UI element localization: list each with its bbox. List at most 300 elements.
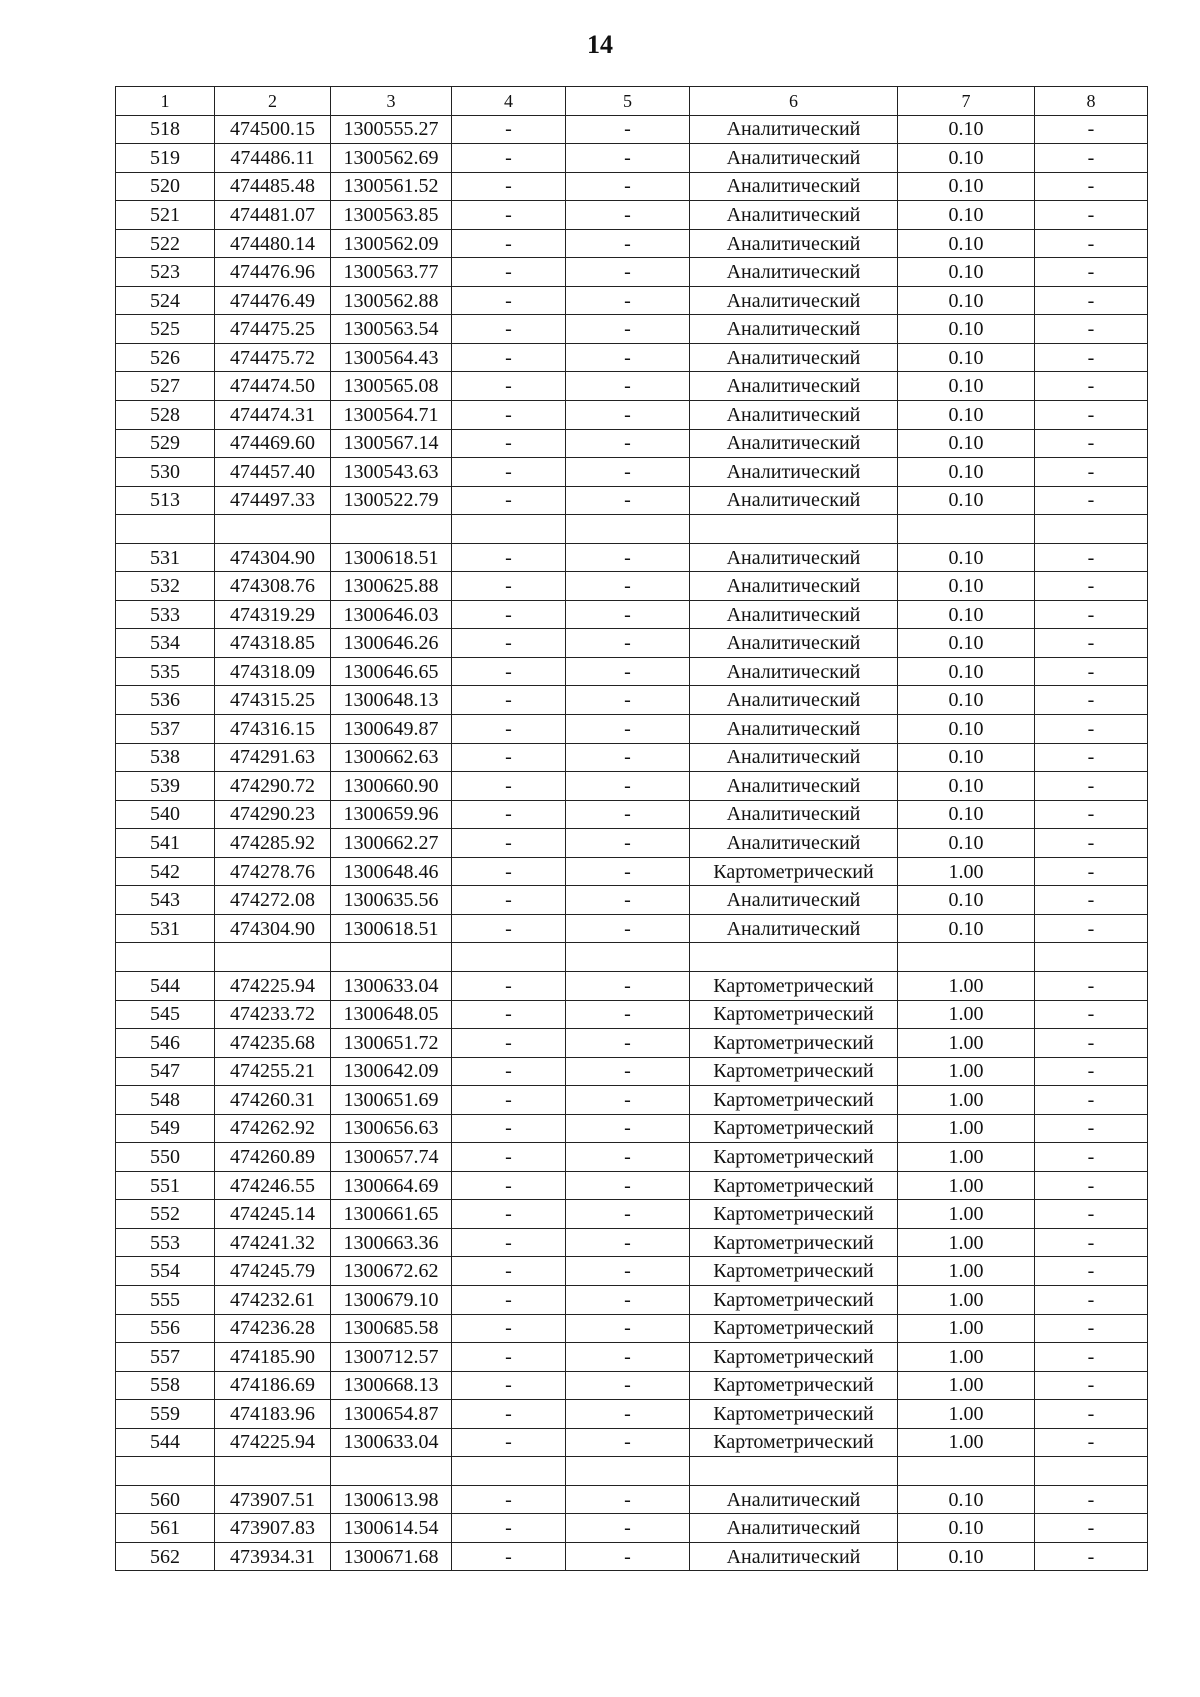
cell-x-coordinate: 474241.32 bbox=[215, 1228, 331, 1257]
cell-method: Аналитический bbox=[690, 286, 898, 315]
cell-point-number: 549 bbox=[116, 1114, 215, 1143]
table-row bbox=[116, 543, 1148, 572]
cell-x-coordinate: 474308.76 bbox=[215, 572, 331, 601]
cell-point-number: 533 bbox=[116, 600, 215, 629]
cell-point-number: 526 bbox=[116, 343, 215, 372]
cell-point-number: 542 bbox=[116, 857, 215, 886]
cell-method: Аналитический bbox=[690, 343, 898, 372]
cell-method: Картометрический bbox=[690, 1143, 898, 1172]
cell-point-number: 531 bbox=[116, 543, 215, 572]
cell-accuracy: 0.10 bbox=[898, 743, 1035, 772]
cell-method: Аналитический bbox=[690, 458, 898, 487]
cell-method: Аналитический bbox=[690, 600, 898, 629]
cell-col-4: - bbox=[452, 914, 566, 943]
cell-method: Аналитический bbox=[690, 914, 898, 943]
blank-row bbox=[116, 515, 1148, 544]
cell-col-8 bbox=[1035, 943, 1148, 972]
cell-col-4: - bbox=[452, 1086, 566, 1115]
cell-y-coordinate: 1300661.65 bbox=[331, 1200, 452, 1229]
cell-accuracy: 0.10 bbox=[898, 829, 1035, 858]
cell-x-coordinate: 474474.31 bbox=[215, 401, 331, 430]
cell-col-4 bbox=[452, 943, 566, 972]
cell-col-5 bbox=[566, 943, 690, 972]
header-cell-col-8: 8 bbox=[1035, 87, 1148, 116]
cell-col-4: - bbox=[452, 343, 566, 372]
cell-method: Аналитический bbox=[690, 657, 898, 686]
cell-y-coordinate: 1300522.79 bbox=[331, 486, 452, 515]
cell-method: Картометрический bbox=[690, 1400, 898, 1429]
cell-col-8: - bbox=[1035, 1400, 1148, 1429]
cell-col-8: - bbox=[1035, 715, 1148, 744]
cell-x-coordinate: 474233.72 bbox=[215, 1000, 331, 1029]
cell-col-8: - bbox=[1035, 429, 1148, 458]
cell-x-coordinate: 474476.96 bbox=[215, 258, 331, 287]
cell-accuracy: 0.10 bbox=[898, 543, 1035, 572]
cell-accuracy: 1.00 bbox=[898, 1057, 1035, 1086]
cell-col-4: - bbox=[452, 1485, 566, 1514]
cell-col-5: - bbox=[566, 315, 690, 344]
cell-col-8: - bbox=[1035, 543, 1148, 572]
cell-x-coordinate: 474319.29 bbox=[215, 600, 331, 629]
cell-method bbox=[690, 943, 898, 972]
cell-y-coordinate: 1300633.04 bbox=[331, 1428, 452, 1457]
cell-y-coordinate: 1300565.08 bbox=[331, 372, 452, 401]
cell-col-8: - bbox=[1035, 1029, 1148, 1058]
cell-col-5: - bbox=[566, 1143, 690, 1172]
table-row bbox=[116, 1143, 1148, 1172]
cell-accuracy: 0.10 bbox=[898, 715, 1035, 744]
table-row bbox=[116, 372, 1148, 401]
cell-x-coordinate bbox=[215, 515, 331, 544]
cell-accuracy: 1.00 bbox=[898, 857, 1035, 886]
page-number: 14 bbox=[587, 30, 613, 59]
table-row bbox=[116, 429, 1148, 458]
cell-point-number: 518 bbox=[116, 115, 215, 144]
cell-col-8: - bbox=[1035, 401, 1148, 430]
header-cell-y-coordinate: 3 bbox=[331, 87, 452, 116]
cell-point-number: 532 bbox=[116, 572, 215, 601]
cell-method: Аналитический bbox=[690, 772, 898, 801]
cell-point-number: 544 bbox=[116, 971, 215, 1000]
cell-point-number: 524 bbox=[116, 286, 215, 315]
cell-y-coordinate bbox=[331, 515, 452, 544]
cell-accuracy: 0.10 bbox=[898, 657, 1035, 686]
cell-col-8 bbox=[1035, 515, 1148, 544]
cell-accuracy: 1.00 bbox=[898, 1257, 1035, 1286]
cell-accuracy: 1.00 bbox=[898, 1114, 1035, 1143]
cell-x-coordinate: 474486.11 bbox=[215, 144, 331, 173]
cell-col-8: - bbox=[1035, 743, 1148, 772]
cell-col-5: - bbox=[566, 543, 690, 572]
cell-y-coordinate: 1300564.43 bbox=[331, 343, 452, 372]
cell-col-4: - bbox=[452, 1400, 566, 1429]
cell-y-coordinate: 1300625.88 bbox=[331, 572, 452, 601]
cell-col-5: - bbox=[566, 458, 690, 487]
cell-col-4: - bbox=[452, 1171, 566, 1200]
cell-point-number: 562 bbox=[116, 1542, 215, 1571]
cell-method: Аналитический bbox=[690, 543, 898, 572]
cell-col-5: - bbox=[566, 886, 690, 915]
cell-method: Картометрический bbox=[690, 1114, 898, 1143]
cell-y-coordinate: 1300712.57 bbox=[331, 1343, 452, 1372]
cell-col-5: - bbox=[566, 1228, 690, 1257]
table-row bbox=[116, 343, 1148, 372]
table-row bbox=[116, 1200, 1148, 1229]
cell-point-number: 545 bbox=[116, 1000, 215, 1029]
cell-x-coordinate: 474260.89 bbox=[215, 1143, 331, 1172]
cell-point-number: 538 bbox=[116, 743, 215, 772]
cell-point-number: 523 bbox=[116, 258, 215, 287]
cell-col-4: - bbox=[452, 886, 566, 915]
cell-y-coordinate: 1300679.10 bbox=[331, 1285, 452, 1314]
cell-col-4: - bbox=[452, 144, 566, 173]
cell-col-5: - bbox=[566, 229, 690, 258]
cell-accuracy: 0.10 bbox=[898, 229, 1035, 258]
cell-method: Аналитический bbox=[690, 401, 898, 430]
cell-col-8: - bbox=[1035, 286, 1148, 315]
table-row bbox=[116, 1171, 1148, 1200]
cell-point-number: 525 bbox=[116, 315, 215, 344]
cell-point-number: 528 bbox=[116, 401, 215, 430]
header-cell-method: 6 bbox=[690, 87, 898, 116]
cell-x-coordinate: 474225.94 bbox=[215, 971, 331, 1000]
cell-x-coordinate: 474290.72 bbox=[215, 772, 331, 801]
cell-x-coordinate: 474260.31 bbox=[215, 1086, 331, 1115]
cell-accuracy: 1.00 bbox=[898, 1086, 1035, 1115]
cell-col-4: - bbox=[452, 1514, 566, 1543]
cell-col-4: - bbox=[452, 372, 566, 401]
blank-row bbox=[116, 1457, 1148, 1486]
header-row bbox=[116, 87, 1148, 116]
cell-col-8: - bbox=[1035, 229, 1148, 258]
cell-x-coordinate: 474318.85 bbox=[215, 629, 331, 658]
cell-accuracy: 0.10 bbox=[898, 886, 1035, 915]
cell-col-8: - bbox=[1035, 1200, 1148, 1229]
cell-method: Картометрический bbox=[690, 1343, 898, 1372]
cell-method bbox=[690, 515, 898, 544]
cell-method: Картометрический bbox=[690, 1200, 898, 1229]
cell-col-5: - bbox=[566, 772, 690, 801]
cell-col-8: - bbox=[1035, 1314, 1148, 1343]
cell-col-8: - bbox=[1035, 1343, 1148, 1372]
cell-x-coordinate: 474481.07 bbox=[215, 201, 331, 230]
cell-accuracy: 0.10 bbox=[898, 1485, 1035, 1514]
cell-method: Аналитический bbox=[690, 201, 898, 230]
cell-method: Картометрический bbox=[690, 1171, 898, 1200]
cell-method: Аналитический bbox=[690, 429, 898, 458]
cell-y-coordinate: 1300654.87 bbox=[331, 1400, 452, 1429]
cell-col-4: - bbox=[452, 857, 566, 886]
cell-col-5: - bbox=[566, 914, 690, 943]
cell-col-4: - bbox=[452, 1029, 566, 1058]
cell-y-coordinate: 1300662.27 bbox=[331, 829, 452, 858]
cell-x-coordinate: 474235.68 bbox=[215, 1029, 331, 1058]
table-row bbox=[116, 401, 1148, 430]
cell-col-4: - bbox=[452, 1200, 566, 1229]
cell-point-number: 540 bbox=[116, 800, 215, 829]
cell-y-coordinate: 1300651.72 bbox=[331, 1029, 452, 1058]
cell-col-8: - bbox=[1035, 572, 1148, 601]
cell-accuracy: 1.00 bbox=[898, 1171, 1035, 1200]
cell-y-coordinate: 1300564.71 bbox=[331, 401, 452, 430]
cell-col-4 bbox=[452, 1457, 566, 1486]
cell-col-8: - bbox=[1035, 629, 1148, 658]
cell-y-coordinate: 1300563.54 bbox=[331, 315, 452, 344]
cell-col-4: - bbox=[452, 286, 566, 315]
cell-accuracy: 1.00 bbox=[898, 1314, 1035, 1343]
table-row bbox=[116, 857, 1148, 886]
cell-col-4: - bbox=[452, 1542, 566, 1571]
cell-point-number: 522 bbox=[116, 229, 215, 258]
cell-point-number: 560 bbox=[116, 1485, 215, 1514]
cell-col-5: - bbox=[566, 1200, 690, 1229]
cell-col-4: - bbox=[452, 715, 566, 744]
cell-y-coordinate: 1300646.65 bbox=[331, 657, 452, 686]
cell-col-5: - bbox=[566, 572, 690, 601]
table-row bbox=[116, 315, 1148, 344]
table-row bbox=[116, 629, 1148, 658]
cell-accuracy: 1.00 bbox=[898, 1228, 1035, 1257]
cell-accuracy: 1.00 bbox=[898, 1343, 1035, 1372]
table-row bbox=[116, 1000, 1148, 1029]
cell-col-4: - bbox=[452, 800, 566, 829]
cell-col-8: - bbox=[1035, 486, 1148, 515]
cell-col-4: - bbox=[452, 258, 566, 287]
cell-x-coordinate: 474476.49 bbox=[215, 286, 331, 315]
cell-col-8: - bbox=[1035, 1542, 1148, 1571]
table-row bbox=[116, 743, 1148, 772]
cell-accuracy: 0.10 bbox=[898, 372, 1035, 401]
table-row bbox=[116, 829, 1148, 858]
cell-accuracy: 0.10 bbox=[898, 401, 1035, 430]
cell-col-8: - bbox=[1035, 600, 1148, 629]
cell-method: Аналитический bbox=[690, 829, 898, 858]
cell-y-coordinate: 1300618.51 bbox=[331, 543, 452, 572]
cell-x-coordinate: 474500.15 bbox=[215, 115, 331, 144]
cell-col-4: - bbox=[452, 429, 566, 458]
cell-accuracy: 1.00 bbox=[898, 1200, 1035, 1229]
cell-col-8: - bbox=[1035, 1057, 1148, 1086]
cell-point-number: 537 bbox=[116, 715, 215, 744]
cell-y-coordinate: 1300642.09 bbox=[331, 1057, 452, 1086]
cell-col-5: - bbox=[566, 971, 690, 1000]
cell-col-5: - bbox=[566, 1371, 690, 1400]
cell-method: Аналитический bbox=[690, 258, 898, 287]
cell-point-number: 536 bbox=[116, 686, 215, 715]
cell-col-8: - bbox=[1035, 1371, 1148, 1400]
cell-col-5: - bbox=[566, 1057, 690, 1086]
cell-col-5: - bbox=[566, 343, 690, 372]
cell-method: Аналитический bbox=[690, 743, 898, 772]
cell-accuracy: 1.00 bbox=[898, 1371, 1035, 1400]
cell-point-number: 543 bbox=[116, 886, 215, 915]
table-row bbox=[116, 172, 1148, 201]
cell-col-5: - bbox=[566, 829, 690, 858]
cell-x-coordinate: 474318.09 bbox=[215, 657, 331, 686]
cell-accuracy: 0.10 bbox=[898, 772, 1035, 801]
cell-accuracy: 0.10 bbox=[898, 458, 1035, 487]
cell-y-coordinate: 1300649.87 bbox=[331, 715, 452, 744]
cell-accuracy: 1.00 bbox=[898, 1428, 1035, 1457]
cell-y-coordinate bbox=[331, 943, 452, 972]
cell-y-coordinate: 1300561.52 bbox=[331, 172, 452, 201]
cell-point-number: 555 bbox=[116, 1285, 215, 1314]
cell-x-coordinate: 474475.25 bbox=[215, 315, 331, 344]
cell-col-8: - bbox=[1035, 657, 1148, 686]
cell-point-number: 554 bbox=[116, 1257, 215, 1286]
cell-x-coordinate: 474304.90 bbox=[215, 543, 331, 572]
cell-point-number: 534 bbox=[116, 629, 215, 658]
cell-col-8: - bbox=[1035, 886, 1148, 915]
table-row bbox=[116, 486, 1148, 515]
cell-col-4: - bbox=[452, 1428, 566, 1457]
cell-y-coordinate: 1300671.68 bbox=[331, 1542, 452, 1571]
cell-point-number: 548 bbox=[116, 1086, 215, 1115]
cell-y-coordinate: 1300563.77 bbox=[331, 258, 452, 287]
cell-y-coordinate: 1300648.46 bbox=[331, 857, 452, 886]
cell-col-8 bbox=[1035, 1457, 1148, 1486]
cell-col-8: - bbox=[1035, 1485, 1148, 1514]
cell-method: Аналитический bbox=[690, 115, 898, 144]
cell-col-5: - bbox=[566, 172, 690, 201]
cell-y-coordinate: 1300635.56 bbox=[331, 886, 452, 915]
table-row bbox=[116, 458, 1148, 487]
cell-x-coordinate: 474183.96 bbox=[215, 1400, 331, 1429]
cell-y-coordinate: 1300651.69 bbox=[331, 1086, 452, 1115]
cell-point-number: 559 bbox=[116, 1400, 215, 1429]
table-row bbox=[116, 1514, 1148, 1543]
cell-col-5: - bbox=[566, 1029, 690, 1058]
cell-method: Картометрический bbox=[690, 971, 898, 1000]
cell-col-5: - bbox=[566, 1000, 690, 1029]
cell-col-4: - bbox=[452, 115, 566, 144]
cell-col-5: - bbox=[566, 401, 690, 430]
cell-col-4 bbox=[452, 515, 566, 544]
cell-col-4: - bbox=[452, 657, 566, 686]
cell-y-coordinate: 1300648.05 bbox=[331, 1000, 452, 1029]
cell-y-coordinate: 1300618.51 bbox=[331, 914, 452, 943]
cell-accuracy: 0.10 bbox=[898, 1514, 1035, 1543]
cell-y-coordinate: 1300562.09 bbox=[331, 229, 452, 258]
cell-y-coordinate: 1300657.74 bbox=[331, 1143, 452, 1172]
cell-col-4: - bbox=[452, 1257, 566, 1286]
header-cell-x-coordinate: 2 bbox=[215, 87, 331, 116]
cell-x-coordinate: 474246.55 bbox=[215, 1171, 331, 1200]
cell-method: Аналитический bbox=[690, 572, 898, 601]
cell-col-4: - bbox=[452, 629, 566, 658]
cell-y-coordinate: 1300668.13 bbox=[331, 1371, 452, 1400]
cell-x-coordinate: 474245.79 bbox=[215, 1257, 331, 1286]
cell-col-5 bbox=[566, 1457, 690, 1486]
cell-accuracy: 1.00 bbox=[898, 1400, 1035, 1429]
cell-col-8: - bbox=[1035, 1143, 1148, 1172]
table-row bbox=[116, 572, 1148, 601]
table-row bbox=[116, 971, 1148, 1000]
cell-accuracy: 0.10 bbox=[898, 258, 1035, 287]
cell-col-8: - bbox=[1035, 1257, 1148, 1286]
cell-col-4: - bbox=[452, 1057, 566, 1086]
cell-col-5: - bbox=[566, 657, 690, 686]
cell-col-8: - bbox=[1035, 458, 1148, 487]
cell-col-5 bbox=[566, 515, 690, 544]
cell-col-5: - bbox=[566, 1485, 690, 1514]
cell-col-5: - bbox=[566, 1542, 690, 1571]
cell-x-coordinate: 474285.92 bbox=[215, 829, 331, 858]
cell-y-coordinate: 1300648.13 bbox=[331, 686, 452, 715]
table-row bbox=[116, 1228, 1148, 1257]
cell-col-5: - bbox=[566, 1514, 690, 1543]
cell-col-8: - bbox=[1035, 857, 1148, 886]
cell-x-coordinate: 474232.61 bbox=[215, 1285, 331, 1314]
cell-col-4: - bbox=[452, 971, 566, 1000]
table-row bbox=[116, 201, 1148, 230]
cell-x-coordinate: 474485.48 bbox=[215, 172, 331, 201]
cell-accuracy: 0.10 bbox=[898, 629, 1035, 658]
header-cell-col-4: 4 bbox=[452, 87, 566, 116]
coordinates-table bbox=[115, 86, 1148, 1571]
cell-point-number: 530 bbox=[116, 458, 215, 487]
cell-accuracy: 1.00 bbox=[898, 1143, 1035, 1172]
cell-col-8: - bbox=[1035, 971, 1148, 1000]
cell-point-number: 531 bbox=[116, 914, 215, 943]
cell-method: Картометрический bbox=[690, 1257, 898, 1286]
cell-y-coordinate: 1300663.36 bbox=[331, 1228, 452, 1257]
cell-col-8: - bbox=[1035, 201, 1148, 230]
cell-col-5: - bbox=[566, 1343, 690, 1372]
cell-accuracy: 0.10 bbox=[898, 286, 1035, 315]
cell-method: Аналитический bbox=[690, 1485, 898, 1514]
cell-y-coordinate: 1300633.04 bbox=[331, 971, 452, 1000]
table-row bbox=[116, 1485, 1148, 1514]
cell-col-4: - bbox=[452, 229, 566, 258]
cell-x-coordinate: 474480.14 bbox=[215, 229, 331, 258]
cell-col-5: - bbox=[566, 144, 690, 173]
cell-col-5: - bbox=[566, 686, 690, 715]
cell-accuracy bbox=[898, 515, 1035, 544]
cell-x-coordinate: 474255.21 bbox=[215, 1057, 331, 1086]
cell-accuracy: 0.10 bbox=[898, 800, 1035, 829]
table-row bbox=[116, 657, 1148, 686]
cell-y-coordinate: 1300660.90 bbox=[331, 772, 452, 801]
cell-y-coordinate: 1300662.63 bbox=[331, 743, 452, 772]
cell-method: Аналитический bbox=[690, 315, 898, 344]
cell-col-8: - bbox=[1035, 800, 1148, 829]
table-row bbox=[116, 715, 1148, 744]
table-row bbox=[116, 886, 1148, 915]
cell-point-number: 519 bbox=[116, 144, 215, 173]
cell-col-8: - bbox=[1035, 829, 1148, 858]
table-row bbox=[116, 1257, 1148, 1286]
cell-point-number: 556 bbox=[116, 1314, 215, 1343]
cell-x-coordinate bbox=[215, 1457, 331, 1486]
cell-col-4: - bbox=[452, 201, 566, 230]
cell-x-coordinate: 474469.60 bbox=[215, 429, 331, 458]
cell-accuracy: 0.10 bbox=[898, 686, 1035, 715]
table-row bbox=[116, 1057, 1148, 1086]
table-row bbox=[116, 1029, 1148, 1058]
cell-col-5: - bbox=[566, 258, 690, 287]
table-row bbox=[116, 800, 1148, 829]
cell-col-4: - bbox=[452, 1371, 566, 1400]
cell-col-8: - bbox=[1035, 1000, 1148, 1029]
cell-col-4: - bbox=[452, 743, 566, 772]
cell-col-4: - bbox=[452, 401, 566, 430]
cell-col-4: - bbox=[452, 772, 566, 801]
table-row bbox=[116, 229, 1148, 258]
cell-col-4: - bbox=[452, 486, 566, 515]
cell-accuracy: 0.10 bbox=[898, 315, 1035, 344]
table-row bbox=[116, 1114, 1148, 1143]
